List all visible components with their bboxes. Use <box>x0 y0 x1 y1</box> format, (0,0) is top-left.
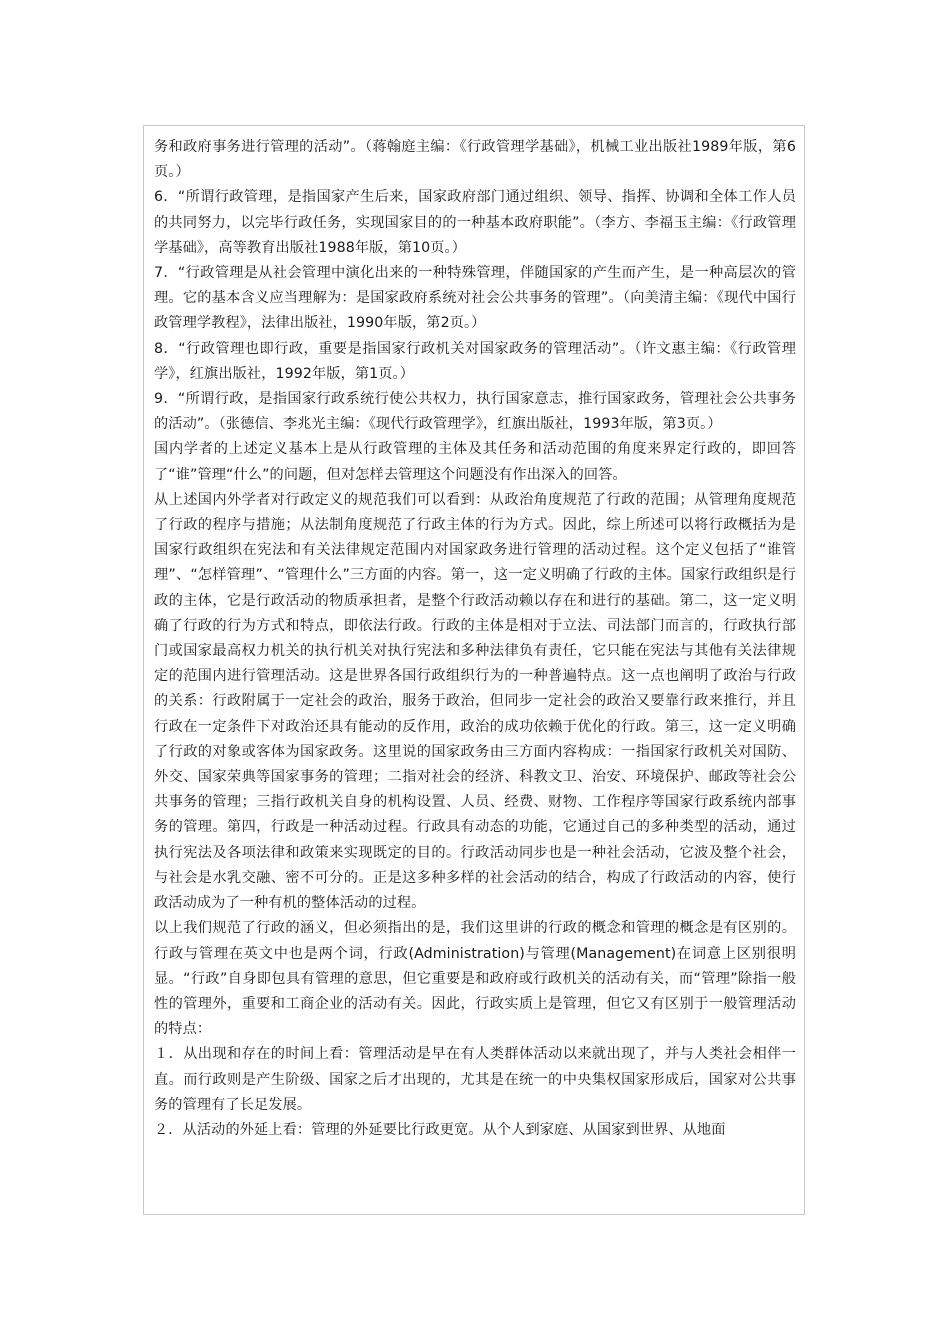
definition-item-9: 9．“所谓行政，是指国家行政系统行使公共权力，执行国家意志，推行国家政务，管理社会公共事务的活动”。（张德信、李兆光主编：《现代行政管理学》，红旗出版社，1993年版，第3页。） <box>154 391 796 433</box>
list-item-1: １．从出现和存在的时间上看：管理活动是早在有人类群体活动以来就出现了，并与人类社会相伴一直。而行政则是产生阶级、国家之后才出现的，尤其是在统一的中央集权国家形成后，国家对公共事务的管理有了长足发展。 <box>154 1046 796 1113</box>
definition-item-7: 7．“行政管理是从社会管理中演化出来的一种特殊管理，伴随国家的产生而产生，是一种高层次的管理。它的基本含义应当理解为：是国家政府系统对社会公共事务的管理”。（向美清主编：《现代中国行政管理学教程》，法律出版社，1990年版，第2页。） <box>154 265 796 332</box>
list-item-2: ２．从活动的外延上看：管理的外延要比行政更宽。从个人到家庭、从国家到世界、从地面 <box>154 1121 726 1138</box>
paragraph-definition-analysis: 从上述国内外学者对行政定义的规范我们可以看到：从政治角度规范了行政的范围；从管理角度规范了行政的程序与措施；从法制角度规范了行政主体的行为方式。因此，综上所述可以将行政概括为是国家行政组织在宪法和有关法律规定范围内对国家政务进行管理的活动过程。这个定义包括了“谁管理”、“怎样管理”、“管理什么”三方面的内容。第一，这一定义明确了行政的主体。国家行政组织是行政的主体，它是行政活动的物质承担者，是整个行政活动赖以存在和进行的基础。第二，这一定义明确了行政的行为方式和特点，即依法行政。行政的主体是相对于立法、司法部门而言的，行政执行部门或国家最高权力机关的执行机关对执行宪法和多种法律负有责任，它只能在宪法与其他有关法律规定的范围内进行管理活动。这是世界各国行政组织行为的一种普遍特点。这一点也阐明了政治与行政的关系：行政附属于一定社会的政治，服务于政治，但同步一定社会的政治又要靠行政来推行，并且行政在一定条件下对政治还具有能动的反作用，政治的成功依赖于优化的行政。第三，这一定义明确了行政的对象或客体为国家政务。这里说的国家政务由三方面内容构成：一指国家行政机关对国防、外交、国家荣典等国家事务的管理；二指对社会的经济、科教文卫、治安、环境保护、邮政等社会公共事务的管理；三指行政机关自身的机构设置、人员、经费、财物、工作程序等国家行政系统内部事务的管理。第四，行政是一种活动过程。行政具有动态的功能，它通过自己的多种类型的活动，通过执行宪法及各项法律和政策来实现既定的目的。行政活动同步也是一种社会活动，它波及整个社会，与社会是水乳交融、密不可分的。正是这多种多样的社会活动的结合，构成了行政活动的内容，使行政活动成为了一种有机的整体活动的过程。 <box>154 491 796 912</box>
definition-item-6: 6．“所谓行政管理，是指国家产生后来，国家政府部门通过组织、领导、指挥、协调和全体工作人员的共同努力，以完毕行政任务，实现国家目的的一种基本政府职能”。（李方、李福玉主编：《行政管理学基础》，高等教育出版社1988年版，第10页。） <box>154 189 796 256</box>
paragraph-continuation: 务和政府事务进行管理的活动”。（蒋翰庭主编：《行政管理学基础》，机械工业出版社1989年版，第6页。） <box>154 139 796 181</box>
definition-item-8: 8．“行政管理也即行政，重要是指国家行政机关对国家政务的管理活动”。（许文惠主编：《行政管理学》，红旗出版社，1992年版，第1页。） <box>154 340 796 382</box>
paragraph-admin-vs-management: 以上我们规范了行政的涵义，但必须指出的是，我们这里讲的行政的概念和管理的概念是有区别的。行政与管理在英文中也是两个词，行政(Administration)与管理(Management)在词意上区别很明显。“行政”自身即包具有管理的意思，但它重要是和政府或行政机关的活动有关，而“管理”除指一般性的管理外，重要和工商企业的活动有关。因此，行政实质上是管理，但它又有区别于一般管理活动的特点： <box>154 920 796 1038</box>
document-body <box>154 135 796 1143</box>
paragraph-domestic-summary: 国内学者的上述定义基本上是从行政管理的主体及其任务和活动范围的角度来界定行政的，即回答了“谁”管理“什么”的问题，但对怎样去管理这个问题没有作出深入的回答。 <box>154 441 796 483</box>
document-page <box>143 125 805 1215</box>
